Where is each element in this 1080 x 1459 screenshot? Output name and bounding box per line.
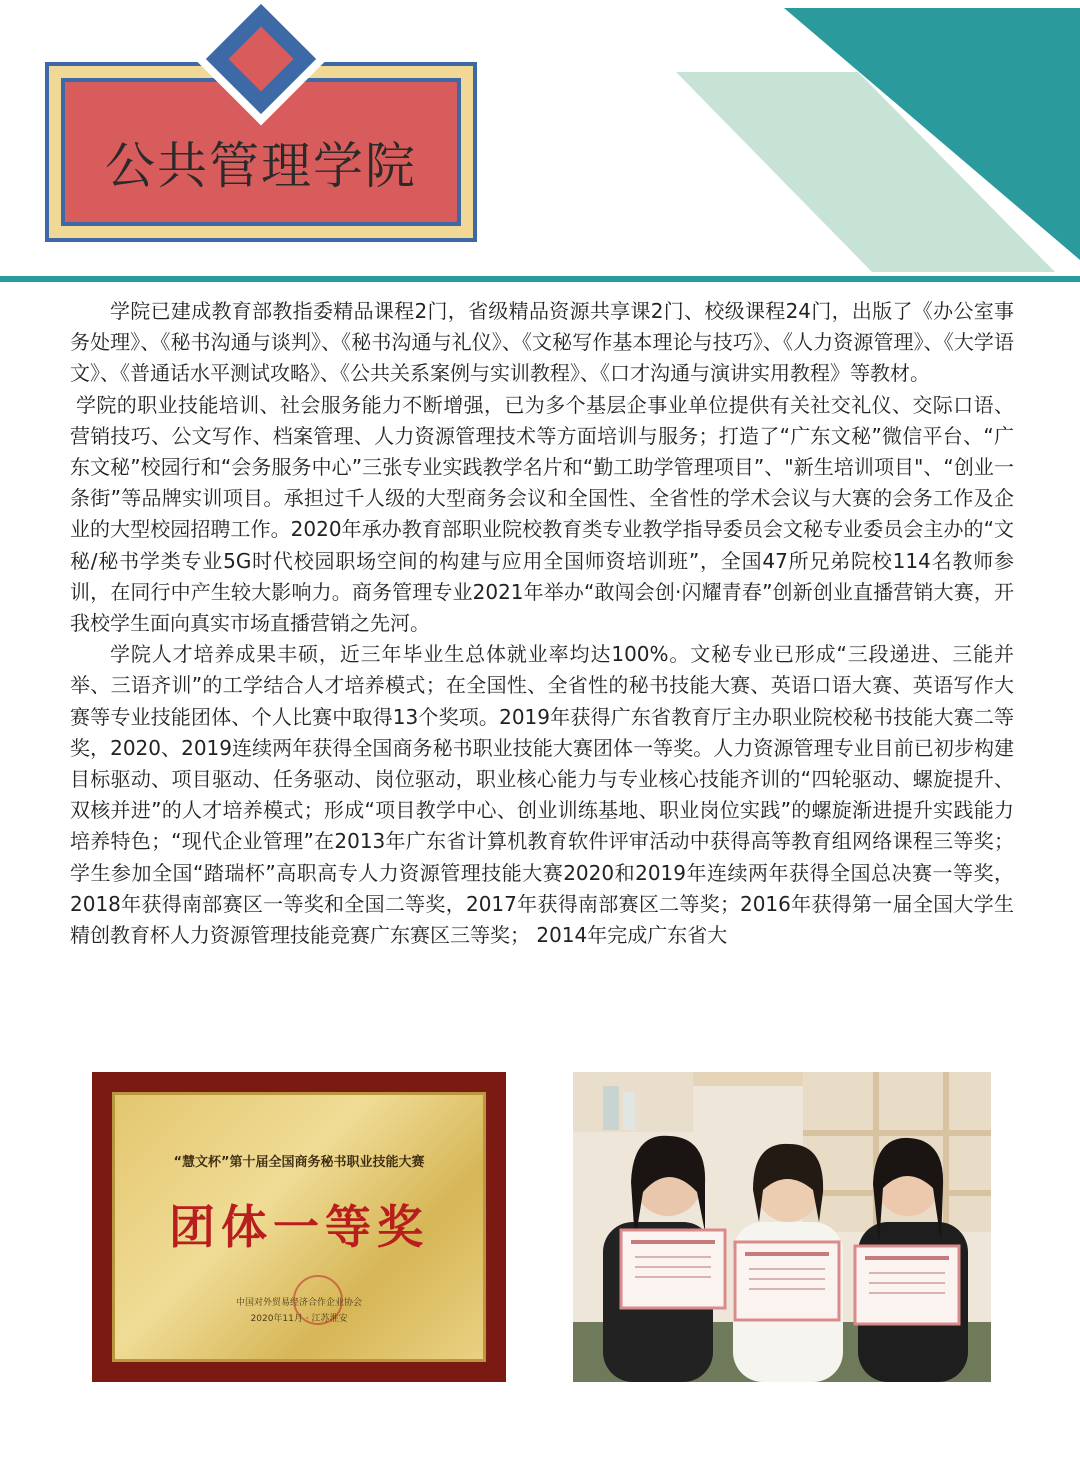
certificate-right: [855, 1246, 959, 1324]
paragraph-courses: 学院已建成教育部教指委精品课程2门，省级精品资源共享课2门、校级课程24门，出版了《办公室事务处理》、《秘书沟通与谈判》、《秘书沟通与礼仪》、《文秘写作基本理论与技巧》、《人力资源管理》、《大学语文》、《普通话水平测试攻略》、《公共关系案例与实训教程》、《口才沟通与演讲实用教程》等教材。: [70, 299, 1014, 386]
page-title: 公共管理学院: [105, 137, 417, 195]
paragraph-services: 学院的职业技能培训、社会服务能力不断增强，已为多个基层企事业单位提供有关社交礼仪、交际口语、营销技巧、公文写作、档案管理、人力资源管理技术等方面培训与服务；打造了“广东文秘”微信平台、“广东文秘”校园行和“会务服务中心”三张专业实践教学名片和“勤工助学管理项目”、"新生培训项目"、“创业一条街”等品牌实训项目。承担过千人级的大型商务会议和全国性、全省性的学术会议与大赛的会务工作及企业的大型校园招聘工作。2020年承办教育部职业院校教育类专业教学指导委员会文秘专业委员会主办的“文秘/秘书学类专业5G时代校园职场空间的构建与应用全国师资培训班”，全国47所兄弟院校114名教师参训，在同行中产生较大影响力。商务管理专业2021年举办“敢闯会创·闪耀青春”创新创业直播营销大赛，开我校学生面向真实市场直播营销之先河。: [70, 392, 1014, 636]
students-photo: [573, 1072, 991, 1382]
students-photo-illustration: [573, 1072, 991, 1382]
award-plaque-image: [92, 1072, 506, 1382]
article-body: [70, 296, 1014, 951]
plaque-heading: “慧文杯”第十届全国商务秘书职业技能大赛: [173, 1155, 425, 1170]
diamond-ornament-core: [228, 26, 293, 91]
paragraph-achievements: 学院人才培养成果丰硕，近三年毕业生总体就业率均达100%。文秘专业已形成“三段递进、三能并举、三语齐训”的工学结合人才培养模式；在全国性、全省性的秘书技能大赛、英语口语大赛、英语写作大赛等专业技能团体、个人比赛中取得13个奖项。2019年获得广东省教育厅主办职业院校秘书技能大赛二等奖，2020、2019连续两年获得全国商务秘书职业技能大赛团体一等奖。人力资源管理专业目前已初步构建目标驱动、项目驱动、任务驱动、岗位驱动，职业核心能力与专业核心技能齐训的“四轮驱动、螺旋提升、双核并进”的人才培养模式；形成“项目教学中心、创业训练基地、职业岗位实践”的螺旋渐进提升实践能力培养特色；“现代企业管理”在2013年广东省计算机教育软件评审活动中获得高等教育组网络课程三等奖；学生参加全国“踏瑞杯”高职高专人力资源管理技能大赛2020和2019年连续两年获得全国总决赛一等奖，2018年获得南部赛区一等奖和全国二等奖，2017年获得南部赛区二等奖；2016年获得第一届全国大学生精创教育杯人力资源管理技能竞赛广东赛区三等奖； 2014年完成广东省大: [70, 642, 1014, 948]
award-plaque-board: [112, 1092, 486, 1362]
certificate-left: [621, 1230, 725, 1308]
header-divider: [0, 276, 1080, 282]
plaque-organizer: 中国对外贸易经济合作企业协会: [235, 1298, 362, 1308]
plaque-award: 团体一等奖: [169, 1200, 429, 1254]
plaque-date: 2020年11月 · 江苏淮安: [250, 1314, 348, 1324]
certificate-center: [735, 1242, 839, 1320]
